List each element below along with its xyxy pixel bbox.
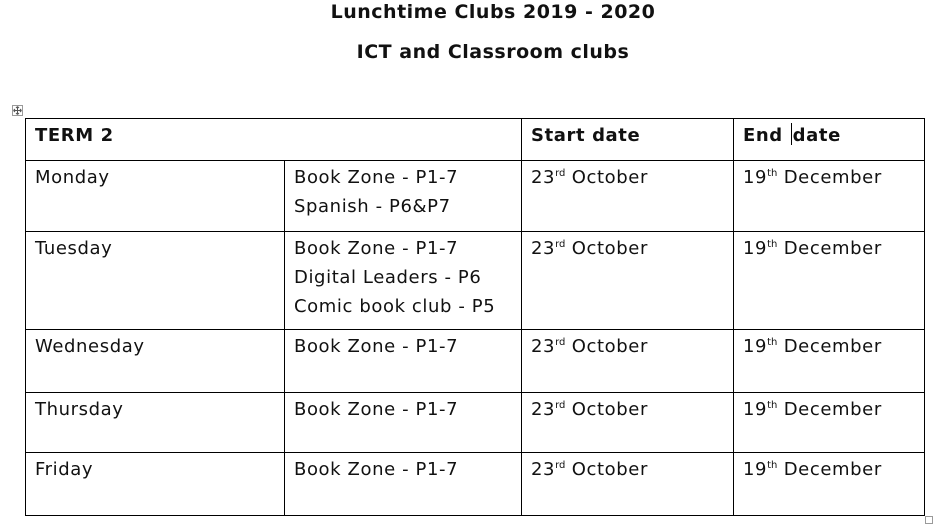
end-date-cell[interactable]: 19th December <box>734 232 925 330</box>
club-item: Book Zone - P1-7 <box>294 238 459 259</box>
day-cell[interactable]: Monday <box>26 161 285 232</box>
start-date-cell[interactable]: 23rd October <box>522 330 734 393</box>
clubs-cell[interactable] <box>285 453 522 516</box>
document-title: Lunchtime Clubs 2019 - 2020 <box>330 1 656 23</box>
start-date-cell[interactable]: 23rd October <box>522 161 734 232</box>
start-date-header[interactable]: Start date <box>522 119 734 161</box>
club-item: Book Zone - P1-7 <box>294 167 459 188</box>
club-item: Spanish - P6&P7 <box>294 196 451 217</box>
table-resize-handle[interactable] <box>925 516 933 524</box>
table-row <box>26 453 925 516</box>
start-date-cell[interactable]: 23rd October <box>522 232 734 330</box>
day-cell[interactable]: Wednesday <box>26 330 285 393</box>
term-header[interactable]: TERM 2 <box>26 119 522 161</box>
day-cell[interactable]: Tuesday <box>26 232 285 330</box>
table-move-handle-icon[interactable] <box>12 105 23 116</box>
end-date-cell[interactable]: 19th December <box>734 161 925 232</box>
table-row <box>26 232 925 330</box>
table-header-row <box>26 119 925 161</box>
start-date-cell[interactable]: 23rd October <box>522 393 734 453</box>
document-subtitle: ICT and Classroom clubs <box>356 41 630 63</box>
clubs-cell[interactable] <box>285 161 522 232</box>
clubs-cell[interactable] <box>285 393 522 453</box>
club-item: Book Zone - P1-7 <box>294 399 459 420</box>
end-date-cell[interactable]: 19th December <box>734 453 925 516</box>
table-row <box>26 393 925 453</box>
text-cursor <box>791 123 792 145</box>
end-date-cell[interactable]: 19th December <box>734 393 925 453</box>
start-date-cell[interactable]: 23rd October <box>522 453 734 516</box>
club-item: Comic book club - P5 <box>294 296 496 317</box>
clubs-cell[interactable] <box>285 232 522 330</box>
club-item: Digital Leaders - P6 <box>294 267 482 288</box>
day-cell[interactable]: Friday <box>26 453 285 516</box>
table-row <box>26 330 925 393</box>
end-date-header[interactable]: End date <box>734 119 925 161</box>
clubs-cell[interactable] <box>285 330 522 393</box>
club-item: Book Zone - P1-7 <box>294 459 459 480</box>
club-item: Book Zone - P1-7 <box>294 336 459 357</box>
end-date-cell[interactable]: 19th December <box>734 330 925 393</box>
clubs-table <box>25 118 925 516</box>
day-cell[interactable]: Thursday <box>26 393 285 453</box>
table-row <box>26 161 925 232</box>
